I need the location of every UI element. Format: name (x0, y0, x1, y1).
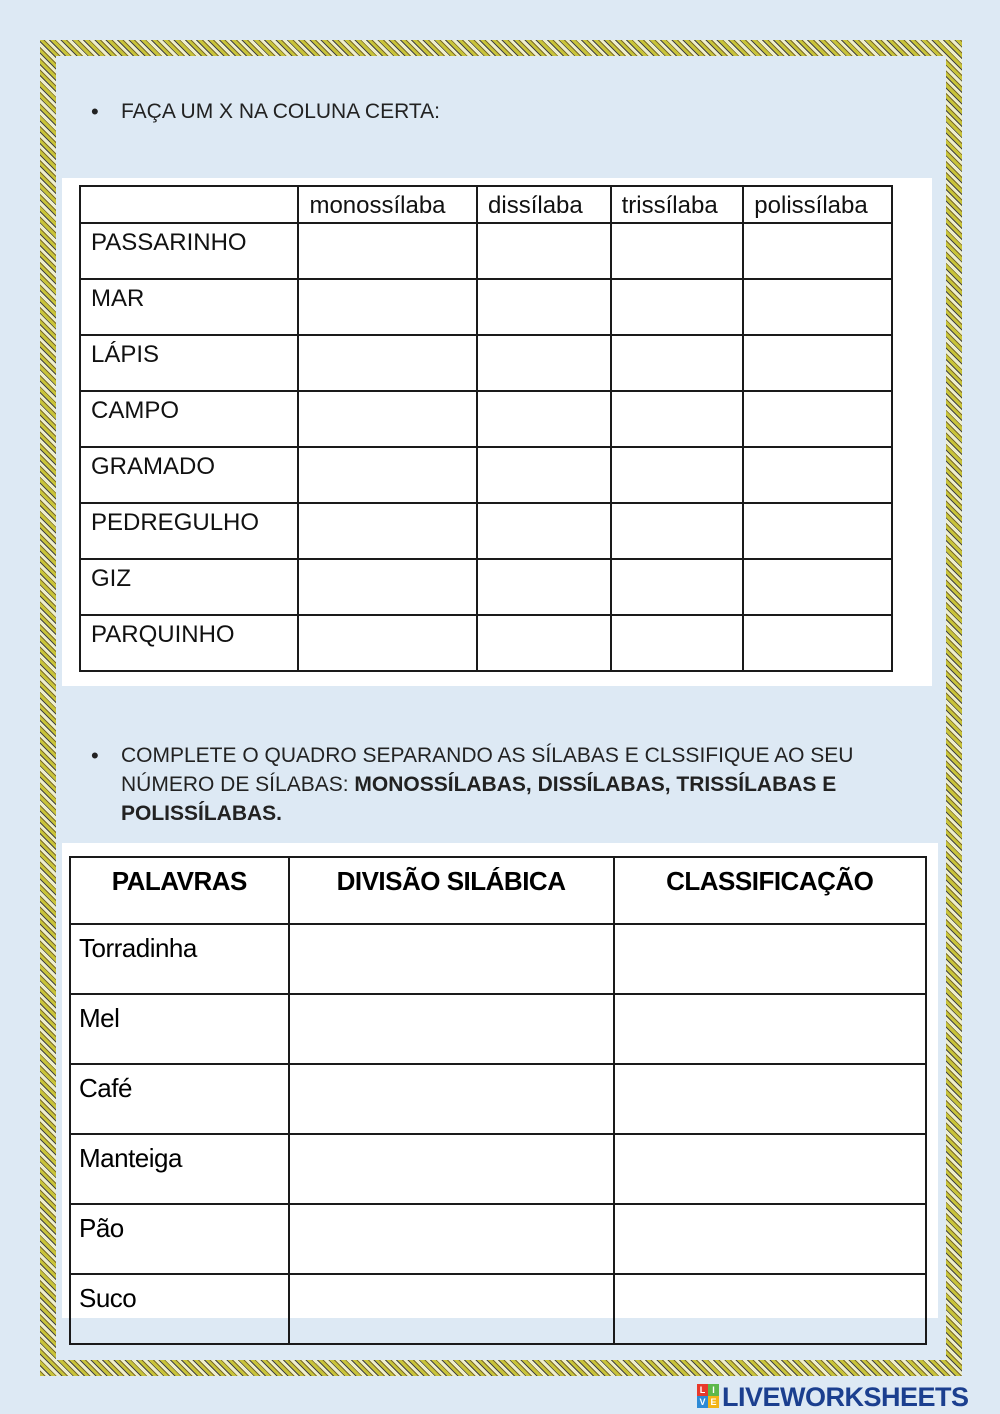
answer-cell[interactable] (477, 615, 611, 671)
word-cell: Pão (70, 1204, 289, 1274)
answer-cell[interactable] (477, 391, 611, 447)
answer-cell[interactable] (743, 559, 892, 615)
table-row (80, 615, 892, 671)
answer-cell[interactable] (611, 279, 744, 335)
answer-cell[interactable] (298, 559, 477, 615)
answer-cell[interactable] (477, 503, 611, 559)
header-classificacao: CLASSIFICAÇÃO (614, 857, 926, 924)
liveworksheets-brand[interactable]: LIVEWORKSHEETS (722, 1382, 969, 1412)
answer-cell[interactable] (298, 279, 477, 335)
classification-input[interactable] (614, 1204, 926, 1274)
syllable-division-input[interactable] (289, 994, 614, 1064)
word-cell: Mel (70, 994, 289, 1064)
table-header-row (80, 186, 892, 223)
answer-cell[interactable] (743, 447, 892, 503)
instruction-1-text: FAÇA UM X NA COLUNA CERTA: (121, 100, 440, 123)
header-cell-empty (80, 186, 298, 223)
table-row (70, 1204, 926, 1274)
logo-letter: V (697, 1396, 708, 1408)
classification-input[interactable] (614, 1274, 926, 1344)
answer-cell[interactable] (743, 615, 892, 671)
word-cell: MAR (80, 279, 298, 335)
table-row (70, 1134, 926, 1204)
answer-cell[interactable] (298, 503, 477, 559)
answer-cell[interactable] (611, 223, 744, 279)
word-cell: Torradinha (70, 924, 289, 994)
answer-cell[interactable] (743, 335, 892, 391)
answer-cell[interactable] (298, 223, 477, 279)
table-row (70, 924, 926, 994)
classification-input[interactable] (614, 1134, 926, 1204)
classification-input[interactable] (614, 994, 926, 1064)
instruction-2 (121, 741, 941, 828)
header-polissilaba: polissílaba (743, 186, 892, 223)
word-cell: CAMPO (80, 391, 298, 447)
answer-cell[interactable] (611, 391, 744, 447)
table-row (80, 335, 892, 391)
answer-cell[interactable] (298, 391, 477, 447)
syllable-check-table (79, 185, 893, 672)
answer-cell[interactable] (611, 559, 744, 615)
header-palavras: PALAVRAS (70, 857, 289, 924)
word-cell: Suco (70, 1274, 289, 1344)
answer-cell[interactable] (298, 447, 477, 503)
answer-cell[interactable] (477, 559, 611, 615)
liveworksheets-logo-icon (697, 1384, 719, 1408)
syllable-division-input[interactable] (289, 924, 614, 994)
table-row (70, 1274, 926, 1344)
answer-cell[interactable] (743, 279, 892, 335)
table-row (70, 1064, 926, 1134)
answer-cell[interactable] (743, 391, 892, 447)
classification-input[interactable] (614, 924, 926, 994)
syllable-division-input[interactable] (289, 1204, 614, 1274)
table-header-row (70, 857, 926, 924)
table-row (80, 503, 892, 559)
answer-cell[interactable] (611, 447, 744, 503)
answer-cell[interactable] (298, 335, 477, 391)
syllable-division-input[interactable] (289, 1134, 614, 1204)
answer-cell[interactable] (298, 615, 477, 671)
instruction-2-bold: MONOSSÍLABAS, DISSÍLABAS, TRISSÍLABAS E POLISSÍLABAS. (121, 773, 837, 825)
word-cell: GRAMADO (80, 447, 298, 503)
table-row (80, 447, 892, 503)
word-cell: PEDREGULHO (80, 503, 298, 559)
instruction-2-text: COMPLETE O QUADRO SEPARANDO AS SÍLABAS E CLSSIFIQUE AO SEU NÚMERO DE SÍLABAS: (121, 744, 854, 796)
word-cell: Café (70, 1064, 289, 1134)
answer-cell[interactable] (477, 447, 611, 503)
table-row (70, 994, 926, 1064)
logo-letter: L (697, 1384, 708, 1396)
answer-cell[interactable] (743, 223, 892, 279)
word-cell: LÁPIS (80, 335, 298, 391)
instruction-1 (121, 97, 941, 126)
logo-letter: E (708, 1396, 719, 1408)
word-cell: Manteiga (70, 1134, 289, 1204)
header-trissilaba: trissílaba (611, 186, 744, 223)
header-dissilaba: dissílaba (477, 186, 611, 223)
answer-cell[interactable] (743, 503, 892, 559)
answer-cell[interactable] (477, 223, 611, 279)
classification-input[interactable] (614, 1064, 926, 1134)
answer-cell[interactable] (611, 335, 744, 391)
table-row (80, 559, 892, 615)
word-cell: PARQUINHO (80, 615, 298, 671)
table-row (80, 279, 892, 335)
answer-cell[interactable] (477, 335, 611, 391)
word-cell: PASSARINHO (80, 223, 298, 279)
table-row (80, 391, 892, 447)
answer-cell[interactable] (477, 279, 611, 335)
table-row (80, 223, 892, 279)
syllable-division-input[interactable] (289, 1064, 614, 1134)
answer-cell[interactable] (611, 503, 744, 559)
syllable-division-table (69, 856, 927, 1345)
word-cell: GIZ (80, 559, 298, 615)
syllable-division-input[interactable] (289, 1274, 614, 1344)
header-divisao-silabica: DIVISÃO SILÁBICA (289, 857, 614, 924)
logo-letter: I (708, 1384, 719, 1396)
answer-cell[interactable] (611, 615, 744, 671)
header-monossilaba: monossílaba (298, 186, 477, 223)
